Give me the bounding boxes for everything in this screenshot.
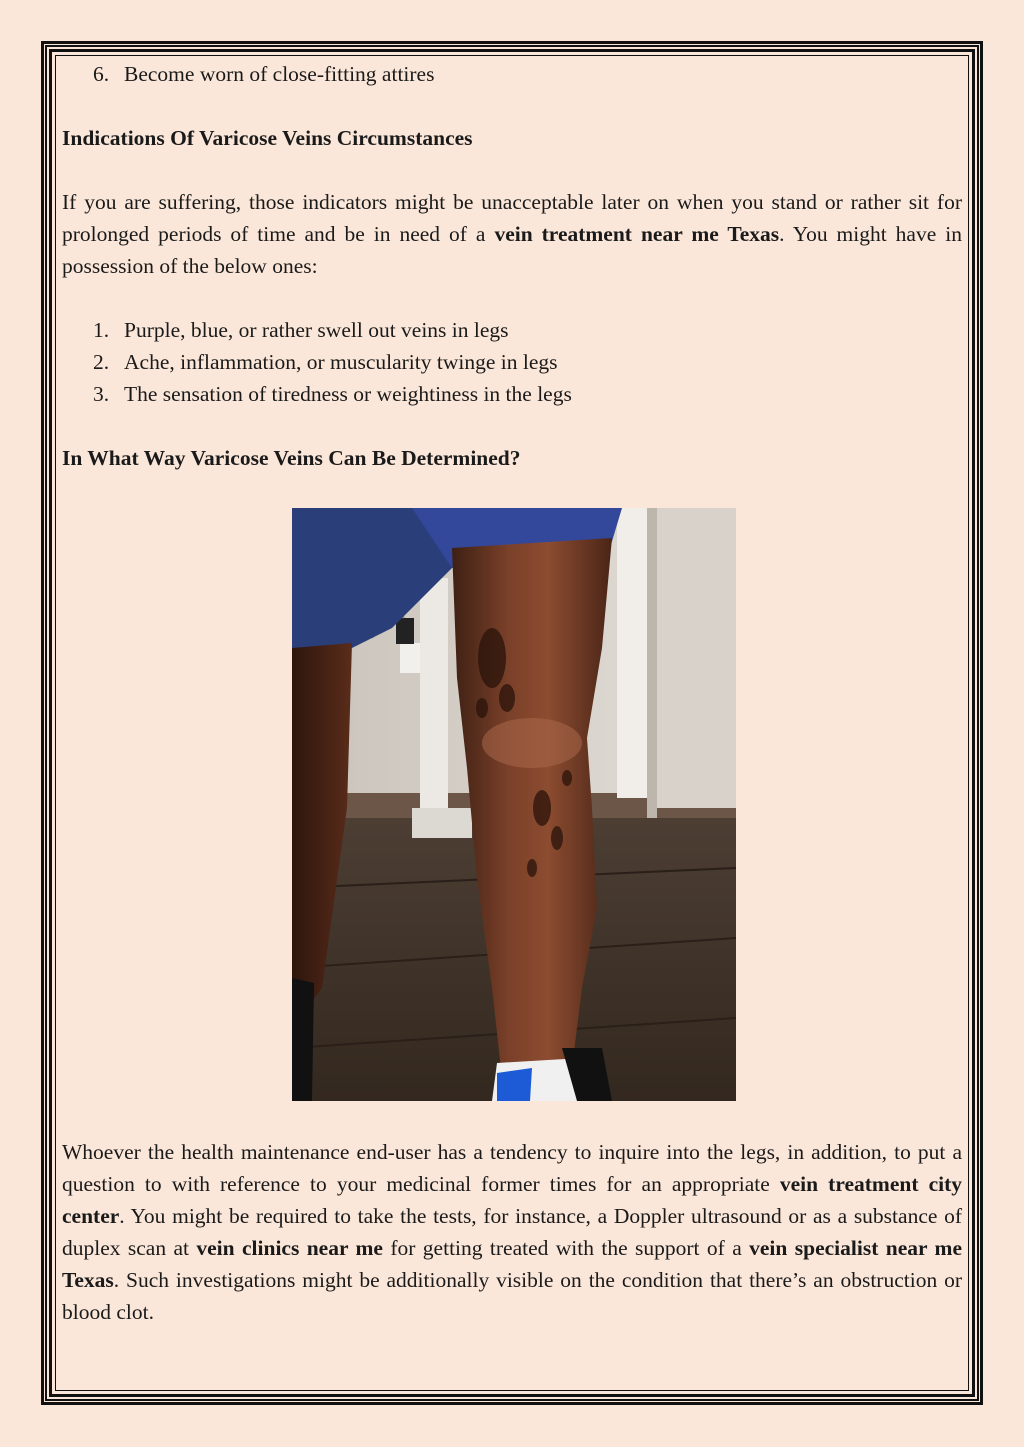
text-span: . Such investigations might be additionally visible on the condition that there’s an obstruction or blood clot. (62, 1268, 962, 1324)
list-item-number: 2. (93, 350, 110, 374)
document-content-lower (62, 1136, 962, 1328)
list-item (62, 346, 962, 378)
list-continuation (62, 58, 962, 90)
text-span: If you are suffering, those indicators might be unacceptable later on when you stand or rather sit for prolonged periods of time and be in need of a (62, 190, 962, 246)
paragraph-indications (62, 186, 962, 282)
keyword-link-text: vein specialist near me Texas (62, 1236, 962, 1292)
document-content (62, 58, 962, 474)
list-item-number: 6. (93, 62, 110, 86)
list-item (62, 314, 962, 346)
section-heading-indications: Indications Of Varicose Veins Circumstances (62, 126, 473, 150)
paragraph-determination (62, 1136, 962, 1328)
list-item-number: 3. (93, 382, 110, 406)
symptoms-list (62, 314, 962, 410)
list-item-number: 1. (93, 318, 110, 342)
keyword-link-text: vein treatment city center (62, 1172, 962, 1228)
list-item (62, 58, 962, 90)
list-item-text: The sensation of tiredness or weightiness in the legs (124, 382, 572, 406)
keyword-link-text: vein treatment near me Texas (494, 222, 780, 246)
text-span: . You might be required to take the tests, for instance, a Doppler ultrasound or as a substance of duplex scan at (62, 1204, 962, 1260)
list-item-text: Become worn of close-fitting attires (124, 62, 435, 86)
list-item-text: Purple, blue, or rather swell out veins in legs (124, 318, 509, 342)
leg-varicose-photo (292, 508, 736, 1101)
keyword-link-text: vein clinics near me (196, 1236, 383, 1260)
text-span: . You might have in possession of the below ones: (62, 222, 962, 278)
list-item (62, 378, 962, 410)
text-span: Whoever the health maintenance end-user has a tendency to inquire into the legs, in addition, to put a question to with reference to your medicinal former times for an appropriate (62, 1140, 962, 1196)
section-heading-determination: In What Way Varicose Veins Can Be Determined? (62, 446, 521, 470)
text-span: for getting treated with the support of a (382, 1236, 750, 1260)
list-item-text: Ache, inflammation, or muscularity twinge in legs (124, 350, 558, 374)
